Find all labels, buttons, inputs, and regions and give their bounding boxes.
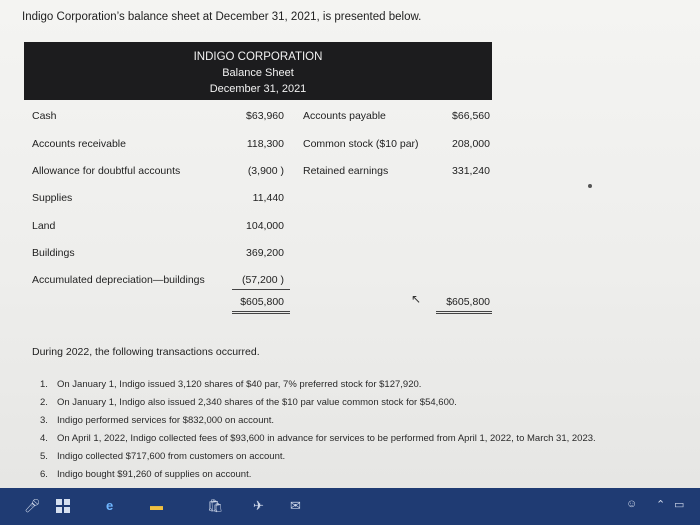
transaction-text: On January 1, Indigo also issued 2,340 shares of the $10 par value common stock for $54,600.: [57, 397, 457, 408]
transaction-number: 5.: [40, 451, 48, 462]
transaction-number: 3.: [40, 415, 48, 426]
transactions-intro: During 2022, the following transactions occurred.: [32, 346, 260, 358]
company-name: INDIGO CORPORATION: [193, 51, 323, 63]
liability-label: Common stock ($10 par): [303, 138, 419, 150]
liabilities-total-double-rule: [436, 311, 492, 314]
file-explorer-icon[interactable]: ▬: [150, 498, 163, 513]
windows-taskbar: [0, 488, 700, 525]
asset-label: Cash: [32, 110, 57, 122]
asset-value: 11,440: [252, 192, 284, 204]
mail-icon[interactable]: ✉︎: [290, 498, 301, 513]
transaction-text: Indigo collected $717,600 from customers on account.: [57, 451, 286, 462]
mic-icon[interactable]: 🎤︎: [24, 498, 41, 513]
transaction-number: 6.: [40, 469, 48, 480]
transaction-number: 4.: [40, 433, 48, 444]
mouse-cursor-icon: ↖: [411, 292, 422, 306]
assets-total-double-rule: [232, 311, 290, 314]
asset-label: Buildings: [32, 247, 75, 259]
statement-name: Balance Sheet: [222, 67, 294, 79]
assets-total: $605,800: [240, 296, 284, 308]
subtotal-rule: [232, 289, 290, 290]
transaction-text: On April 1, 2022, Indigo collected fees of $93,600 in advance for services to be performed from April 1, 2022, to March 31, 2023.: [57, 433, 596, 444]
power-automate-icon[interactable]: ✈︎: [253, 498, 264, 513]
asset-value: 369,200: [246, 247, 284, 259]
transaction-item: [40, 379, 421, 390]
asset-label: Supplies: [32, 192, 73, 204]
asset-value: (3,900 ): [247, 165, 284, 177]
transaction-number: 1.: [40, 379, 48, 390]
transaction-item: [40, 397, 457, 408]
liability-label: Accounts payable: [303, 110, 386, 122]
network-icon[interactable]: ▭: [674, 499, 685, 511]
liability-value: 208,000: [452, 138, 490, 150]
asset-value: (57,200 ): [241, 274, 284, 286]
transaction-item: [40, 451, 285, 462]
chevron-up-icon[interactable]: ⌃: [656, 499, 666, 511]
asset-value: 104,000: [246, 220, 284, 232]
liabilities-equity-total: $605,800: [446, 296, 490, 308]
asset-label: Accounts receivable: [32, 138, 126, 150]
liability-value: 331,240: [452, 165, 490, 177]
liability-value: $66,560: [452, 110, 490, 122]
liability-label: Retained earnings: [303, 165, 389, 177]
people-icon[interactable]: ☺︎: [626, 498, 638, 510]
transaction-item: [40, 415, 274, 426]
asset-label: Allowance for doubtful accounts: [32, 165, 181, 177]
asset-label: Accumulated depreciation—buildings: [32, 274, 205, 286]
bullet-dot: [588, 184, 592, 188]
transaction-text: Indigo performed services for $832,000 on account.: [57, 415, 275, 426]
transaction-text: Indigo bought $91,260 of supplies on account.: [57, 469, 252, 480]
statement-date: December 31, 2021: [209, 83, 307, 95]
transaction-text: On January 1, Indigo issued 3,120 shares of $40 par, 7% preferred stock for $127,920.: [57, 379, 422, 390]
asset-value: 118,300: [246, 138, 284, 150]
balance-sheet-header: [24, 42, 492, 100]
asset-value: $63,960: [246, 110, 284, 122]
store-icon[interactable]: 🛍︎: [207, 498, 224, 513]
transaction-number: 2.: [40, 397, 48, 408]
asset-label: Land: [32, 220, 56, 232]
transaction-item: [40, 469, 251, 480]
task-view-icon[interactable]: [56, 499, 70, 513]
edge-icon[interactable]: e: [106, 498, 114, 513]
intro-text: Indigo Corporation’s balance sheet at December 31, 2021, is presented below.: [22, 11, 422, 23]
transaction-item: [40, 433, 596, 444]
